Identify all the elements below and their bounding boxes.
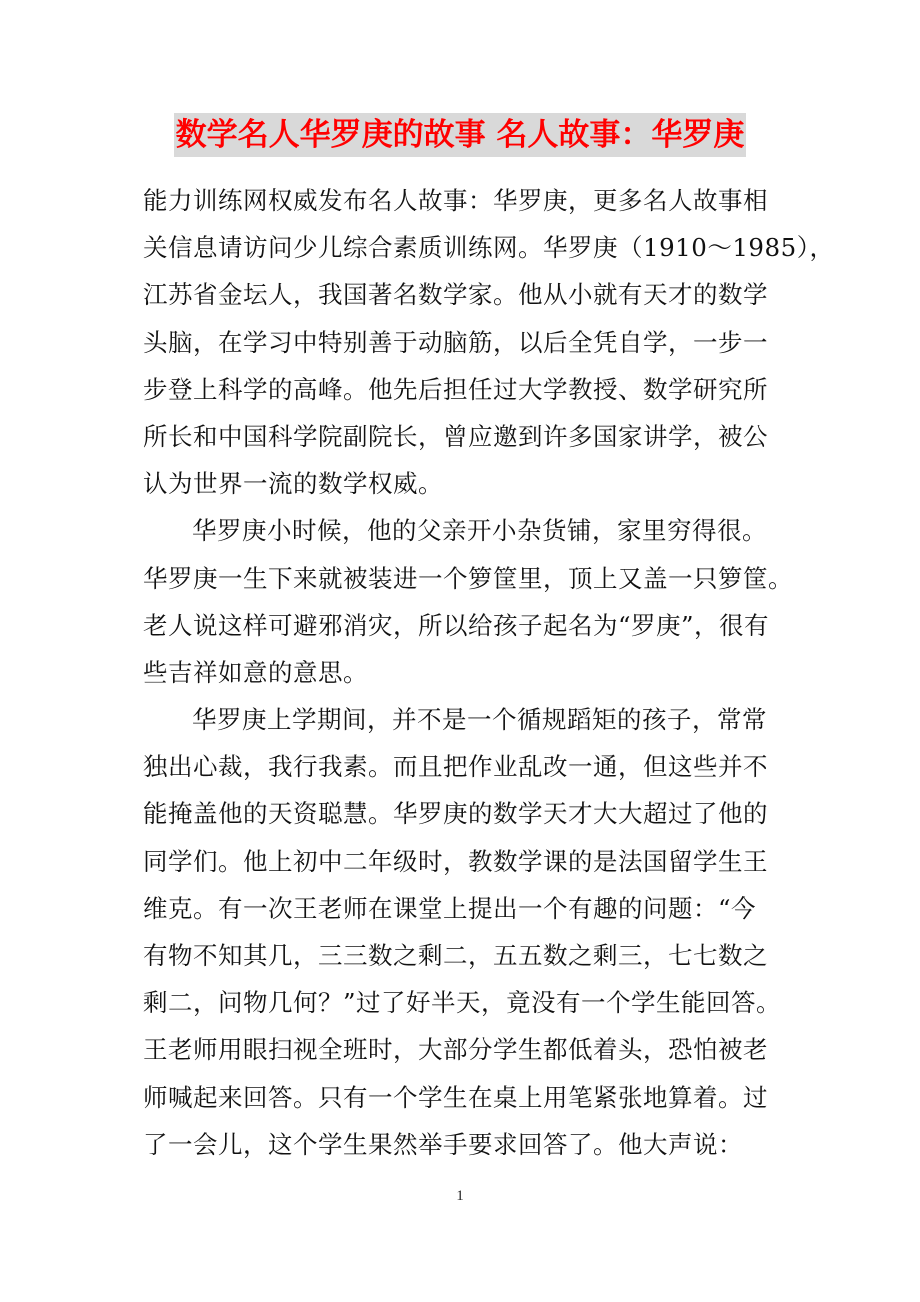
text-line: 关信息请访问少儿综合素质训练网。华罗庚（1910～1985），: [143, 233, 835, 263]
text-line: 头脑，在学习中特别善于动脑筋，以后全凭自学，一步一: [143, 327, 768, 357]
text-line: 同学们。他上初中二年级时，教数学课的是法国留学生王: [143, 846, 768, 876]
page-number: 1: [456, 1188, 464, 1204]
text-line: 维克。有一次王老师在课堂上提出一个有趣的问题：“今: [143, 893, 757, 923]
text-line: 华罗庚上学期间，并不是一个循规蹈矩的孩子，常常: [192, 705, 767, 735]
text-line: 了一会儿，这个学生果然举手要求回答了。他大声说：: [143, 1129, 743, 1159]
text-line: 老人说这样可避邪消灾，所以给孩子起名为“罗庚”，很有: [143, 610, 770, 640]
text-line: 江苏省金坛人，我国著名数学家。他从小就有天才的数学: [143, 280, 768, 310]
text-line: 些吉祥如意的意思。: [143, 657, 368, 687]
paragraph-3: [143, 696, 793, 1168]
text-line: 师喊起来回答。只有一个学生在桌上用笔紧张地算着。过: [143, 1082, 768, 1112]
text-line: 华罗庚小时候，他的父亲开小杂货铺，家里穷得很。: [192, 516, 767, 546]
paragraph-1: [143, 177, 835, 507]
text-line: 有物不知其几，三三数之剩二，五五数之剩三，七七数之: [143, 941, 768, 970]
text-line: 能掩盖他的天资聪慧。华罗庚的数学天才大大超过了他的: [143, 799, 768, 829]
paragraph-2: [143, 507, 793, 696]
text-line: 王老师用眼扫视全班时，大部分学生都低着头，恐怕被老: [143, 1035, 768, 1065]
document-body: [143, 177, 835, 1168]
text-line: 所长和中国科学院副院长，曾应邀到许多国家讲学，被公: [143, 421, 768, 451]
text-line: 认为世界一流的数学权威。: [143, 469, 443, 499]
text-line: 能力训练网权威发布名人故事：华罗庚，更多名人故事相: [143, 186, 768, 215]
title-container: [0, 113, 920, 157]
text-line: 华罗庚一生下来就被装进一个箩筐里，顶上又盖一只箩筐。: [143, 563, 793, 593]
text-line: 步登上科学的高峰。他先后担任过大学教授、数学研究所: [143, 374, 768, 404]
document-title: 数学名人华罗庚的故事 名人故事：华罗庚: [174, 113, 747, 157]
text-line: 独出心裁，我行我素。而且把作业乱改一通，但这些并不: [143, 752, 768, 782]
text-line: 剩二，问物几何？”过了好半天，竟没有一个学生能回答。: [143, 988, 782, 1018]
